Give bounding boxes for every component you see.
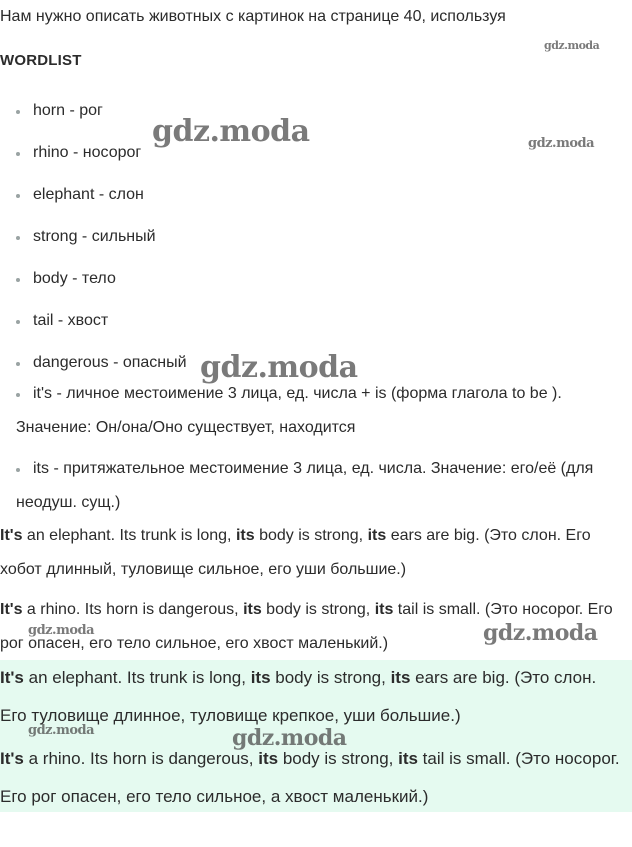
watermark: gdz.moda (28, 723, 95, 738)
wordlist-item: horn - рог (16, 94, 103, 128)
watermark: gdz.moda (232, 725, 347, 751)
wordlist-item: tail - хвост (16, 304, 108, 338)
wordlist-item: strong - сильный (16, 220, 156, 254)
wordlist-item: elephant - слон (16, 178, 144, 212)
wordlist-item: dangerous - опасный (16, 346, 187, 380)
watermark: gdz.moda (483, 620, 598, 646)
watermark: gdz.moda (528, 136, 595, 151)
wordlist-item: body - тело (16, 262, 116, 296)
example-elephant: It's an elephant. Its trunk is long, its body is strong, its ears are big. (Это слон. Его хобот длинный, туловище сильное, его уши большие.) (0, 527, 591, 578)
wordlist-item: its - притяжательное местоимение 3 лица, ед. числа. Значение: его/её (для неодуш. сущ.) (16, 452, 626, 520)
wordlist-item: it's - личное местоимение 3 лица, ед. числа + is (форма глагола to be ). Значение: Он/она/Оно существует, находится (16, 377, 626, 445)
watermark: gdz.moda (28, 623, 95, 638)
watermark: gdz.moda (544, 39, 600, 52)
example-rhino: It's a rhino. Its horn is dangerous, its body is strong, its tail is small. (Это носорог. Его рог опасен, его тело сильное, его хвост маленький.) (0, 601, 613, 652)
answer-rhino: It's a rhino. Its horn is dangerous, its body is strong, its tail is small. (Это носорог. Его рог опасен, его тело сильное, а хвост маленький.) (0, 749, 620, 806)
wordlist-heading: WORDLIST (0, 52, 82, 69)
intro-text: Нам нужно описать животных с картинок на странице 40, используя (0, 8, 506, 25)
wordlist-item: rhino - носорог (16, 136, 141, 170)
watermark: gdz.moda (152, 114, 310, 149)
watermark: gdz.moda (200, 350, 358, 385)
answer-elephant: It's an elephant. Its trunk is long, its body is strong, its ears are big. (Это слон. Его туловище длинное, туловище крепкое, уши большие.) (0, 668, 597, 725)
